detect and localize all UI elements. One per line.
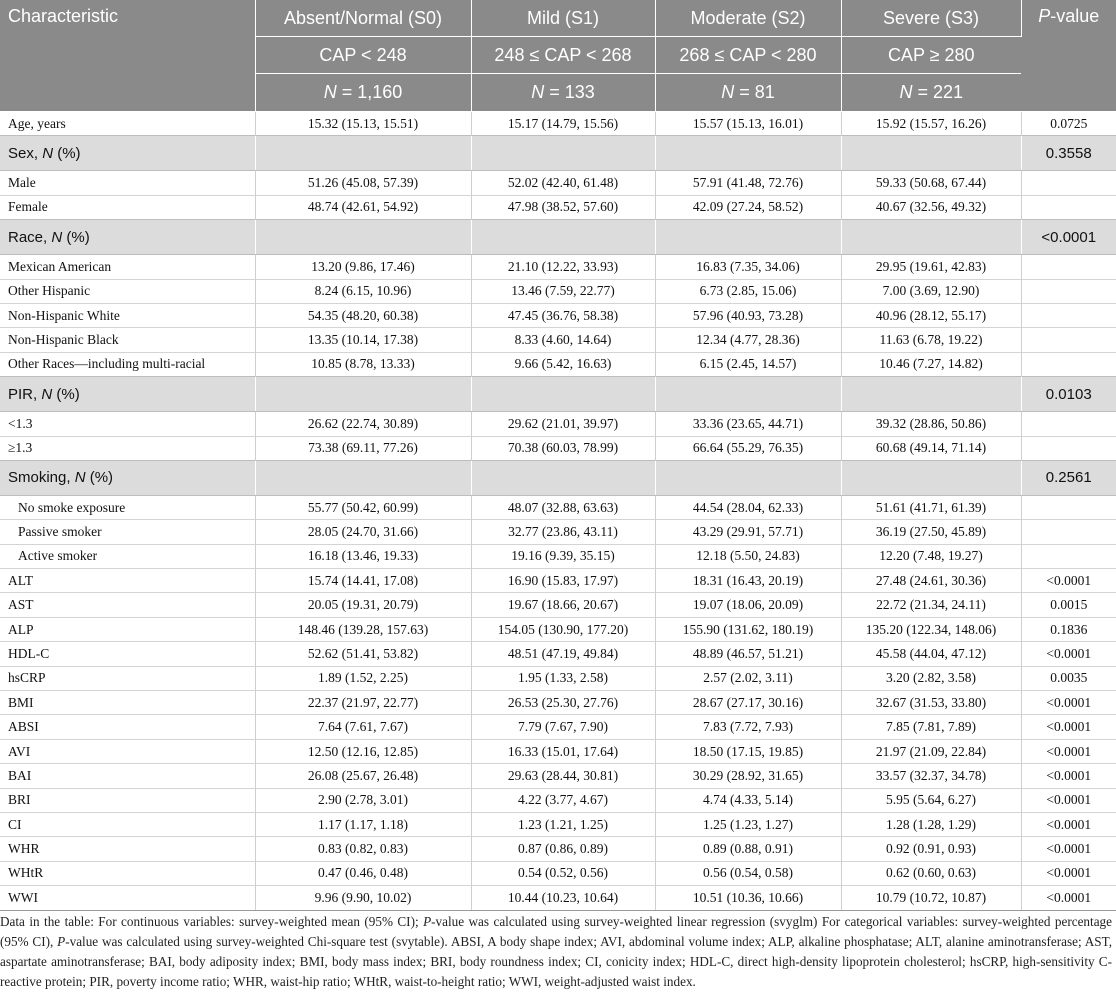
header-n-label: N [721, 82, 735, 102]
group-empty-cell [655, 220, 841, 255]
cell-pvalue [1021, 436, 1116, 460]
group-label [0, 377, 255, 412]
cell-pvalue: <0.0001 [1021, 812, 1116, 836]
group-empty-cell [841, 377, 1021, 412]
group-empty-cell [471, 220, 655, 255]
cell-s1: 10.44 (10.23, 10.64) [471, 886, 655, 910]
table-row [0, 593, 1116, 617]
cell-s2: 42.09 (27.24, 58.52) [655, 195, 841, 219]
cell-s2: 16.83 (7.35, 34.06) [655, 255, 841, 279]
cell-pvalue: <0.0001 [1021, 837, 1116, 861]
cell-s1: 1.95 (1.33, 2.58) [471, 666, 655, 690]
group-label [0, 220, 255, 255]
header-characteristic: Characteristic [0, 0, 255, 112]
cell-s0: 7.64 (7.61, 7.67) [255, 715, 471, 739]
row-label: CI [0, 812, 255, 836]
cell-s3: 27.48 (24.61, 30.36) [841, 569, 1021, 593]
cell-s0: 15.32 (15.13, 15.51) [255, 112, 471, 136]
cell-s2: 0.89 (0.88, 0.91) [655, 837, 841, 861]
header-n-label: N [323, 82, 337, 102]
row-label: No smoke exposure [0, 495, 255, 519]
cell-s1: 52.02 (42.40, 61.48) [471, 171, 655, 195]
cell-s1: 48.51 (47.19, 49.84) [471, 642, 655, 666]
table-row [0, 412, 1116, 436]
cell-s3: 45.58 (44.04, 47.12) [841, 642, 1021, 666]
group-label-unit: (%) [62, 228, 90, 246]
group-empty-cell [471, 377, 655, 412]
row-label: HDL-C [0, 642, 255, 666]
cell-s3: 36.19 (27.50, 45.89) [841, 520, 1021, 544]
row-label: WHtR [0, 861, 255, 885]
cell-s2: 18.50 (17.15, 19.85) [655, 739, 841, 763]
cell-s2: 18.31 (16.43, 20.19) [655, 569, 841, 593]
table-row [0, 788, 1116, 812]
table-row [0, 739, 1116, 763]
group-label-text: Race, [8, 228, 52, 246]
cell-pvalue: 0.2561 [1021, 460, 1116, 495]
group-label-n: N [51, 228, 63, 246]
cell-s1: 16.33 (15.01, 17.64) [471, 739, 655, 763]
table-row [0, 436, 1116, 460]
cell-s1: 9.66 (5.42, 16.63) [471, 352, 655, 376]
cell-s2: 155.90 (131.62, 180.19) [655, 617, 841, 641]
cell-pvalue: <0.0001 [1021, 691, 1116, 715]
cell-s3: 33.57 (32.37, 34.78) [841, 764, 1021, 788]
group-empty-cell [655, 136, 841, 171]
cell-s2: 30.29 (28.92, 31.65) [655, 764, 841, 788]
row-label: Active smoker [0, 544, 255, 568]
cell-s2: 43.29 (29.91, 57.71) [655, 520, 841, 544]
header-s1: Mild (S1) [471, 0, 655, 37]
row-label: Age, years [0, 112, 255, 136]
cell-s2: 33.36 (23.65, 44.71) [655, 412, 841, 436]
cell-s2: 1.25 (1.23, 1.27) [655, 812, 841, 836]
cell-s0: 55.77 (50.42, 60.99) [255, 495, 471, 519]
cell-s1: 19.16 (9.39, 35.15) [471, 544, 655, 568]
cell-s3: 59.33 (50.68, 67.44) [841, 171, 1021, 195]
header-s2: Moderate (S2) [655, 0, 841, 37]
header-s0: Absent/Normal (S0) [255, 0, 471, 37]
cell-pvalue: 0.1836 [1021, 617, 1116, 641]
table-row [0, 715, 1116, 739]
group-label-text: Sex, [8, 144, 43, 162]
cell-s2: 19.07 (18.06, 20.09) [655, 593, 841, 617]
cell-s0: 12.50 (12.16, 12.85) [255, 739, 471, 763]
table-row [0, 861, 1116, 885]
row-label: ALP [0, 617, 255, 641]
group-empty-cell [655, 460, 841, 495]
cell-pvalue: 0.0035 [1021, 666, 1116, 690]
header-n-label: N [899, 82, 913, 102]
cell-s1: 8.33 (4.60, 14.64) [471, 328, 655, 352]
cell-s1: 1.23 (1.21, 1.25) [471, 812, 655, 836]
group-empty-cell [255, 377, 471, 412]
row-label: ≥1.3 [0, 436, 255, 460]
row-label: WWI [0, 886, 255, 910]
header-cap-s0: CAP < 248 [255, 37, 471, 74]
cell-s1: 70.38 (60.03, 78.99) [471, 436, 655, 460]
cell-s2: 10.51 (10.36, 10.66) [655, 886, 841, 910]
header-n-s2 [655, 74, 841, 112]
cell-s0: 48.74 (42.61, 54.92) [255, 195, 471, 219]
cell-s3: 7.85 (7.81, 7.89) [841, 715, 1021, 739]
cell-s1: 15.17 (14.79, 15.56) [471, 112, 655, 136]
cell-s0: 1.17 (1.17, 1.18) [255, 812, 471, 836]
group-empty-cell [255, 460, 471, 495]
cell-s3: 40.67 (32.56, 49.32) [841, 195, 1021, 219]
cell-s1: 0.54 (0.52, 0.56) [471, 861, 655, 885]
cell-s2: 7.83 (7.72, 7.93) [655, 715, 841, 739]
cell-s0: 2.90 (2.78, 3.01) [255, 788, 471, 812]
table-row [0, 886, 1116, 910]
cell-s3: 3.20 (2.82, 3.58) [841, 666, 1021, 690]
group-label [0, 460, 255, 495]
table-group-row [0, 460, 1116, 495]
table-group-row [0, 220, 1116, 255]
group-label [0, 136, 255, 171]
header-n-s3 [841, 74, 1021, 112]
cell-s3: 39.32 (28.86, 50.86) [841, 412, 1021, 436]
cell-pvalue [1021, 195, 1116, 219]
cell-s3: 51.61 (41.71, 61.39) [841, 495, 1021, 519]
cell-pvalue [1021, 328, 1116, 352]
group-label-n: N [74, 469, 86, 487]
row-label: Female [0, 195, 255, 219]
table-row [0, 328, 1116, 352]
group-label-text: Smoking, [8, 469, 75, 487]
group-empty-cell [841, 460, 1021, 495]
cell-s0: 1.89 (1.52, 2.25) [255, 666, 471, 690]
row-label: WHR [0, 837, 255, 861]
cell-s1: 4.22 (3.77, 4.67) [471, 788, 655, 812]
header-pvalue [1021, 0, 1116, 112]
cell-s2: 28.67 (27.17, 30.16) [655, 691, 841, 715]
cell-s2: 12.34 (4.77, 28.36) [655, 328, 841, 352]
cell-s1: 0.87 (0.86, 0.89) [471, 837, 655, 861]
table-group-row [0, 377, 1116, 412]
row-label: BMI [0, 691, 255, 715]
table-row [0, 255, 1116, 279]
cell-pvalue: <0.0001 [1021, 569, 1116, 593]
row-label: BAI [0, 764, 255, 788]
group-label-unit: (%) [85, 469, 114, 487]
table-row [0, 642, 1116, 666]
group-empty-cell [841, 136, 1021, 171]
cell-s3: 22.72 (21.34, 24.11) [841, 593, 1021, 617]
cell-pvalue: <0.0001 [1021, 220, 1116, 255]
cell-s1: 29.62 (21.01, 39.97) [471, 412, 655, 436]
cell-s0: 26.62 (22.74, 30.89) [255, 412, 471, 436]
cell-s3: 12.20 (7.48, 19.27) [841, 544, 1021, 568]
cell-s0: 15.74 (14.41, 17.08) [255, 569, 471, 593]
table-row [0, 520, 1116, 544]
cell-s1: 154.05 (130.90, 177.20) [471, 617, 655, 641]
table-row [0, 691, 1116, 715]
table-row [0, 495, 1116, 519]
cell-pvalue [1021, 171, 1116, 195]
cell-s1: 7.79 (7.67, 7.90) [471, 715, 655, 739]
table-header [0, 0, 1116, 112]
group-label-n: N [41, 385, 53, 403]
group-empty-cell [255, 136, 471, 171]
cell-pvalue: 0.0103 [1021, 377, 1116, 412]
cell-pvalue [1021, 544, 1116, 568]
cell-s0: 13.35 (10.14, 17.38) [255, 328, 471, 352]
cell-pvalue: <0.0001 [1021, 861, 1116, 885]
cell-s2: 12.18 (5.50, 24.83) [655, 544, 841, 568]
cell-pvalue: 0.0725 [1021, 112, 1116, 136]
table-row [0, 837, 1116, 861]
cell-s0: 16.18 (13.46, 19.33) [255, 544, 471, 568]
table-row [0, 544, 1116, 568]
cell-s3: 60.68 (49.14, 71.14) [841, 436, 1021, 460]
cell-s1: 16.90 (15.83, 17.97) [471, 569, 655, 593]
cell-s3: 7.00 (3.69, 12.90) [841, 279, 1021, 303]
cell-s3: 1.28 (1.28, 1.29) [841, 812, 1021, 836]
cell-s1: 19.67 (18.66, 20.67) [471, 593, 655, 617]
cell-s0: 0.83 (0.82, 0.83) [255, 837, 471, 861]
cell-s0: 26.08 (25.67, 26.48) [255, 764, 471, 788]
group-empty-cell [655, 377, 841, 412]
cell-s1: 47.98 (38.52, 57.60) [471, 195, 655, 219]
cell-s3: 10.46 (7.27, 14.82) [841, 352, 1021, 376]
table-row [0, 171, 1116, 195]
group-empty-cell [471, 136, 655, 171]
header-n-s1 [471, 74, 655, 112]
header-n-value: = 221 [912, 82, 964, 102]
cell-s2: 15.57 (15.13, 16.01) [655, 112, 841, 136]
cell-s3: 29.95 (19.61, 42.83) [841, 255, 1021, 279]
cell-s2: 0.56 (0.54, 0.58) [655, 861, 841, 885]
cell-pvalue: <0.0001 [1021, 739, 1116, 763]
header-n-label: N [531, 82, 545, 102]
cell-pvalue [1021, 255, 1116, 279]
table-row [0, 352, 1116, 376]
header-n-value: = 133 [544, 82, 595, 102]
table-row [0, 303, 1116, 327]
header-n-value: = 81 [734, 82, 775, 102]
group-empty-cell [255, 220, 471, 255]
cell-pvalue [1021, 352, 1116, 376]
row-label: Other Races—including multi-racial [0, 352, 255, 376]
cell-s1: 21.10 (12.22, 33.93) [471, 255, 655, 279]
cell-s0: 20.05 (19.31, 20.79) [255, 593, 471, 617]
group-empty-cell [471, 460, 655, 495]
cell-s3: 11.63 (6.78, 19.22) [841, 328, 1021, 352]
cell-s2: 57.91 (41.48, 72.76) [655, 171, 841, 195]
group-label-text: PIR, [8, 385, 42, 403]
table-footnote [0, 912, 1112, 992]
cell-s1: 48.07 (32.88, 63.63) [471, 495, 655, 519]
cell-s0: 54.35 (48.20, 60.38) [255, 303, 471, 327]
row-label: BRI [0, 788, 255, 812]
footnote-text: -value was calculated using survey-weighted Chi-square test (svytable). ABSI, A body shape index; AVI, abdominal volume index; ALP, alkaline phosphatase; ALT, alanine aminotransferase; AST, aspartate aminotransferase; BAI, body adiposity index; BMI, body mass index; BRI, body roundness index; CI, conicity index; HDL-C, direct high-density lipoprotein cholesterol; hsCRP, high-sensitivity C-reactive protein; PIR, poverty income ratio; WHR, waist-hip ratio; WHtR, waist-to-height ratio; WWI, weight-adjusted waist index. [0, 934, 1112, 989]
row-label: Non-Hispanic Black [0, 328, 255, 352]
cell-s2: 48.89 (46.57, 51.21) [655, 642, 841, 666]
cell-s3: 21.97 (21.09, 22.84) [841, 739, 1021, 763]
table-row [0, 812, 1116, 836]
table-row [0, 112, 1116, 136]
cell-s2: 2.57 (2.02, 3.11) [655, 666, 841, 690]
cell-s1: 26.53 (25.30, 27.76) [471, 691, 655, 715]
header-s3: Severe (S3) [841, 0, 1021, 37]
cell-pvalue: 0.0015 [1021, 593, 1116, 617]
cell-s1: 29.63 (28.44, 30.81) [471, 764, 655, 788]
row-label: ALT [0, 569, 255, 593]
cell-pvalue [1021, 279, 1116, 303]
group-empty-cell [841, 220, 1021, 255]
cell-s0: 73.38 (69.11, 77.26) [255, 436, 471, 460]
cell-s1: 13.46 (7.59, 22.77) [471, 279, 655, 303]
table-row [0, 279, 1116, 303]
cell-pvalue: <0.0001 [1021, 788, 1116, 812]
cell-s3: 40.96 (28.12, 55.17) [841, 303, 1021, 327]
header-cap-s3: CAP ≥ 280 [841, 37, 1021, 74]
cell-s1: 32.77 (23.86, 43.11) [471, 520, 655, 544]
cell-s2: 6.15 (2.45, 14.57) [655, 352, 841, 376]
row-label: <1.3 [0, 412, 255, 436]
cell-s0: 22.37 (21.97, 22.77) [255, 691, 471, 715]
cell-pvalue [1021, 495, 1116, 519]
table-row [0, 195, 1116, 219]
footnote-p: P [423, 914, 432, 929]
row-label: Passive smoker [0, 520, 255, 544]
group-label-unit: (%) [52, 385, 80, 403]
cell-pvalue [1021, 303, 1116, 327]
cell-s0: 0.47 (0.46, 0.48) [255, 861, 471, 885]
row-label: Other Hispanic [0, 279, 255, 303]
cell-pvalue [1021, 520, 1116, 544]
cell-pvalue [1021, 412, 1116, 436]
group-label-unit: (%) [53, 144, 81, 162]
header-cap-s1: 248 ≤ CAP < 268 [471, 37, 655, 74]
header-n-value: = 1,160 [336, 82, 403, 102]
header-pvalue-p: P [1038, 6, 1051, 26]
cell-s2: 44.54 (28.04, 62.33) [655, 495, 841, 519]
cell-s0: 52.62 (51.41, 53.82) [255, 642, 471, 666]
cell-pvalue: <0.0001 [1021, 764, 1116, 788]
table-row [0, 666, 1116, 690]
row-label: ABSI [0, 715, 255, 739]
cell-s0: 28.05 (24.70, 31.66) [255, 520, 471, 544]
table-row [0, 617, 1116, 641]
row-label: AVI [0, 739, 255, 763]
cell-s3: 32.67 (31.53, 33.80) [841, 691, 1021, 715]
cell-s0: 10.85 (8.78, 13.33) [255, 352, 471, 376]
footnote-text: Data in the table: For continuous variables: survey-weighted mean (95% CI); [0, 914, 424, 929]
footnote-p: P [57, 934, 66, 949]
cell-s0: 148.46 (139.28, 157.63) [255, 617, 471, 641]
cell-s0: 9.96 (9.90, 10.02) [255, 886, 471, 910]
row-label: Mexican American [0, 255, 255, 279]
cell-s0: 8.24 (6.15, 10.96) [255, 279, 471, 303]
cell-s3: 0.62 (0.60, 0.63) [841, 861, 1021, 885]
row-label: hsCRP [0, 666, 255, 690]
cell-s1: 47.45 (36.76, 58.38) [471, 303, 655, 327]
cell-s3: 135.20 (122.34, 148.06) [841, 617, 1021, 641]
cell-s2: 4.74 (4.33, 5.14) [655, 788, 841, 812]
cell-s3: 5.95 (5.64, 6.27) [841, 788, 1021, 812]
cell-s0: 51.26 (45.08, 57.39) [255, 171, 471, 195]
cell-s2: 57.96 (40.93, 73.28) [655, 303, 841, 327]
cell-pvalue: <0.0001 [1021, 642, 1116, 666]
cell-s0: 13.20 (9.86, 17.46) [255, 255, 471, 279]
cell-pvalue: <0.0001 [1021, 886, 1116, 910]
table-body [0, 112, 1116, 911]
footnote-text: -value was calculated using survey-weighted linear regression (svyglm) For categorical variables: survey-weighted percentage (95% CI), [0, 914, 1112, 949]
table-row [0, 569, 1116, 593]
cell-s3: 0.92 (0.91, 0.93) [841, 837, 1021, 861]
table-row [0, 764, 1116, 788]
cell-pvalue: 0.3558 [1021, 136, 1116, 171]
cell-s2: 6.73 (2.85, 15.06) [655, 279, 841, 303]
header-n-s0 [255, 74, 471, 112]
row-label: Non-Hispanic White [0, 303, 255, 327]
cell-s3: 10.79 (10.72, 10.87) [841, 886, 1021, 910]
group-label-n: N [42, 144, 54, 162]
header-cap-s2: 268 ≤ CAP < 280 [655, 37, 841, 74]
row-label: Male [0, 171, 255, 195]
table-group-row [0, 136, 1116, 171]
cell-pvalue: <0.0001 [1021, 715, 1116, 739]
row-label: AST [0, 593, 255, 617]
cell-s2: 66.64 (55.29, 76.35) [655, 436, 841, 460]
header-pvalue-rest: -value [1050, 6, 1100, 26]
cell-s3: 15.92 (15.57, 16.26) [841, 112, 1021, 136]
